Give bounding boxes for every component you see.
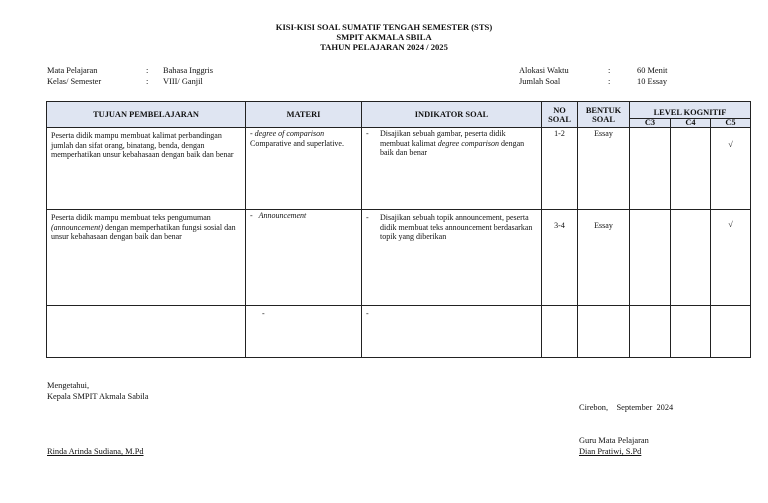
check-mark-icon: √: [728, 140, 733, 149]
document-title: [0, 22, 768, 52]
materi-dash: -: [250, 129, 253, 138]
cell-tujuan: [47, 128, 246, 210]
info-left: [47, 65, 213, 87]
info-right: [519, 65, 667, 87]
indikator-text: Disajikan sebuah gambar, peserta didik membuat kalimat: [380, 129, 506, 148]
sign-right-line1: Cirebon, September 2024: [579, 403, 674, 412]
no-soal: 1-2: [554, 129, 565, 138]
teacher-name: Dian Pratiwi, S.Pd: [579, 447, 642, 456]
sign-right-line2: Guru Mata Pelajaran: [579, 436, 649, 445]
cell-indikator: [362, 210, 542, 306]
kisi-kisi-table: [46, 101, 751, 358]
info-value: VIII/ Ganjil: [163, 77, 203, 86]
title-line-2: SMPIT AKMALA SBILA: [336, 32, 432, 42]
materi-dash: -: [250, 211, 253, 220]
materi-dash: -: [262, 309, 265, 318]
sign-left-line2: Kepala SMPIT Akmala Sabila: [47, 392, 149, 401]
cell-materi: [246, 306, 362, 358]
title-line-1: KISI-KISI SOAL SUMATIF TENGAH SEMESTER (STS): [275, 22, 493, 32]
cell-c4: [671, 306, 711, 358]
cell-materi: [246, 210, 362, 306]
info-label: Alokasi Waktu: [519, 66, 569, 75]
sign-left-line1: Mengetahui,: [47, 381, 90, 390]
cell-indikator: [362, 128, 542, 210]
info-sep: :: [146, 66, 149, 75]
cell-bentuk-soal: [578, 210, 630, 306]
materi-term: Announcement: [258, 211, 307, 220]
table-row: [47, 210, 751, 306]
header-indikator: INDIKATOR SOAL: [362, 102, 542, 128]
bentuk-soal: Essay: [594, 129, 613, 138]
indikator-text-end: dengan baik dan benar: [380, 138, 525, 158]
tujuan-term: (announcement): [51, 222, 103, 232]
indikator-dash: -: [366, 309, 369, 318]
info-row-count: [519, 76, 667, 87]
cell-c4: [671, 210, 711, 306]
cell-c5: [711, 210, 751, 306]
cell-c5: [711, 306, 751, 358]
info-label: Jumlah Soal: [519, 77, 561, 86]
table-row: [47, 306, 751, 358]
cell-bentuk-soal: [578, 306, 630, 358]
info-value: 10 Essay: [637, 77, 668, 86]
header-materi: MATERI: [246, 102, 362, 128]
cell-tujuan: [47, 306, 246, 358]
indikator-text: Disajikan sebuah topik announcement, peserta didik membuat teks announcement berdasarkan topik yang diberikan: [380, 213, 533, 242]
table-row: [47, 128, 751, 210]
cell-indikator: [362, 306, 542, 358]
info-row-class: [47, 76, 213, 87]
info-value: 60 Menit: [637, 66, 668, 75]
signature-left: [47, 380, 149, 402]
check-mark-icon: √: [728, 220, 733, 229]
indikator-dash: -: [366, 129, 369, 138]
header-c5: C5: [711, 119, 751, 128]
cell-tujuan: [47, 210, 246, 306]
cell-no-soal: [542, 210, 578, 306]
info-row-subject: [47, 65, 213, 76]
materi-desc: Comparative and superlative.: [250, 138, 344, 148]
header-tujuan: TUJUAN PEMBELAJARAN: [47, 102, 246, 128]
cell-materi: [246, 128, 362, 210]
title-line-3: TAHUN PELAJARAN 2024 / 2025: [320, 42, 448, 52]
check-c4: [671, 128, 710, 140]
info-sep: :: [608, 77, 611, 86]
check-c3: [630, 128, 670, 140]
info-label: Kelas/ Semester: [47, 77, 102, 86]
info-value: Bahasa Inggris: [163, 66, 214, 75]
principal-name: Rinda Arinda Sudiana, M.Pd: [47, 447, 144, 456]
header-no-soal: NO SOAL: [542, 102, 578, 128]
header-level-kognitif: LEVEL KOGNITIF: [630, 102, 751, 119]
bentuk-soal: Essay: [594, 221, 613, 230]
indikator-dash: -: [366, 213, 369, 222]
tujuan-text: Peserta didik mampu membuat kalimat perbandingan jumlah dan sifat orang, binatang, benda, dengan memperhatikan unsur kebahasaan dengan baik dan benar: [51, 131, 234, 160]
cell-c3: [630, 210, 671, 306]
cell-no-soal: [542, 128, 578, 210]
cell-c3: [630, 128, 671, 210]
cell-c3: [630, 306, 671, 358]
no-soal: 3-4: [554, 221, 565, 230]
cell-no-soal: [542, 306, 578, 358]
info-label: Mata Pelajaran: [47, 66, 98, 75]
tujuan-text-end: dengan memperhatikan fungsi sosial dan unsur kebahasaan dengan baik dan benar: [51, 222, 236, 242]
check-c4: [671, 210, 710, 220]
header-c4: C4: [671, 119, 711, 128]
header-c3: C3: [630, 119, 671, 128]
tujuan-text: Peserta didik mampu membuat teks pengumuman: [51, 213, 211, 222]
info-sep: :: [608, 66, 611, 75]
check-c3: [630, 210, 670, 220]
materi-term: degree of comparison: [254, 129, 325, 138]
info-row-time: [519, 65, 667, 76]
cell-bentuk-soal: [578, 128, 630, 210]
info-sep: :: [146, 77, 149, 86]
cell-c4: [671, 128, 711, 210]
indikator-term: degree comparison: [437, 138, 500, 148]
header-bentuk-soal: BENTUK SOAL: [578, 102, 630, 128]
cell-c5: [711, 128, 751, 210]
